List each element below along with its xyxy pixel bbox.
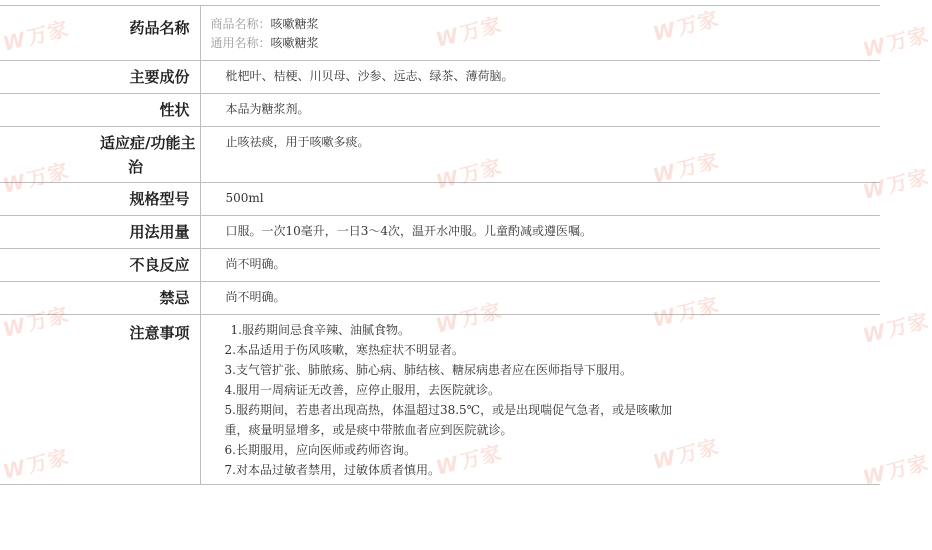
label-spec: 规格型号 (0, 183, 200, 216)
row-ingredients (0, 61, 880, 94)
label-contra: 禁忌 (0, 282, 200, 315)
watermark-logo: W万家 (650, 6, 722, 46)
label-adverse: 不良反应 (0, 249, 200, 282)
watermark-logo: W万家 (433, 12, 505, 52)
note-line: 6.长期服用，应向医师或药师咨询。 (224, 443, 416, 457)
watermark-logo: W万家 (650, 292, 722, 332)
note-line: 3.支气管扩张、肺脓疡、肺心病、肺结核、糖尿病患者应在医师指导下服用。 (224, 363, 632, 377)
row-dosage (0, 216, 880, 249)
watermark-logo: W万家 (0, 16, 72, 56)
value-spec: 500ml (225, 191, 264, 205)
generic-name-line: 通用名称：咳嗽糖浆 (210, 36, 319, 50)
note-line: 7.对本品过敏者禁用，过敏体质者慎用。 (224, 463, 440, 477)
row-notes (0, 315, 880, 485)
row-drug-name (0, 6, 880, 61)
watermark-logo: W万家 (650, 148, 722, 188)
watermark-logo: W万家 (650, 434, 722, 474)
note-line: 5.服药期间，若患者出现高热，体温超过38.5℃，或是出现喘促气急者，或是咳嗽加 (224, 403, 673, 417)
label-indications: 适应症/功能主 治 (0, 127, 200, 183)
label-dosage: 用法用量 (0, 216, 200, 249)
label-notes: 注意事项 (0, 315, 200, 485)
note-line: 1.服药期间忌食辛辣、油腻食物。 (230, 323, 410, 337)
value-adverse: 尚不明确。 (225, 257, 286, 271)
watermark-logo: W万家 (0, 158, 72, 198)
watermark-logo: W万家 (433, 298, 505, 338)
note-line: 4.服用一周病证无改善，应停止服用，去医院就诊。 (224, 383, 500, 397)
watermark-logo: W万家 (433, 154, 505, 194)
row-contra (0, 282, 880, 315)
value-dosage: 口服。一次10毫升，一日3～4次，温开水冲服。儿童酌减或遵医嘱。 (225, 224, 593, 238)
drug-info-table (0, 5, 880, 485)
value-ingredients: 枇杷叶、桔梗、川贝母、沙参、远志、绿茶、薄荷脑。 (225, 69, 514, 83)
row-properties (0, 94, 880, 127)
trade-name-value: 咳嗽糖浆 (270, 17, 319, 31)
value-contra: 尚不明确。 (225, 290, 286, 304)
watermark-logo: W万家 (860, 450, 932, 490)
watermark-logo: W万家 (0, 302, 72, 342)
trade-name-line: 商品名称：咳嗽糖浆 (210, 17, 319, 31)
note-line: 重，痰量明显增多，或是痰中带脓血者应到医院就诊。 (224, 423, 513, 437)
watermark-logo: W万家 (860, 164, 932, 204)
row-indications (0, 127, 880, 183)
label-drug-name: 药品名称 (0, 6, 200, 61)
watermark-logo: W万家 (433, 440, 505, 480)
value-properties: 本品为糖浆剂。 (225, 102, 310, 116)
generic-name-value: 咳嗽糖浆 (270, 36, 319, 50)
watermark-logo: W万家 (860, 308, 932, 348)
label-properties: 性状 (0, 94, 200, 127)
note-line: 2.本品适用于伤风咳嗽，寒热症状不明显者。 (224, 343, 464, 357)
row-adverse (0, 249, 880, 282)
label-ingredients: 主要成份 (0, 61, 200, 94)
value-indications: 止咳祛痰，用于咳嗽多痰。 (225, 135, 370, 149)
watermark-logo: W万家 (860, 22, 932, 62)
row-spec (0, 183, 880, 216)
notes-list (225, 315, 881, 480)
watermark-logo: W万家 (0, 444, 72, 484)
